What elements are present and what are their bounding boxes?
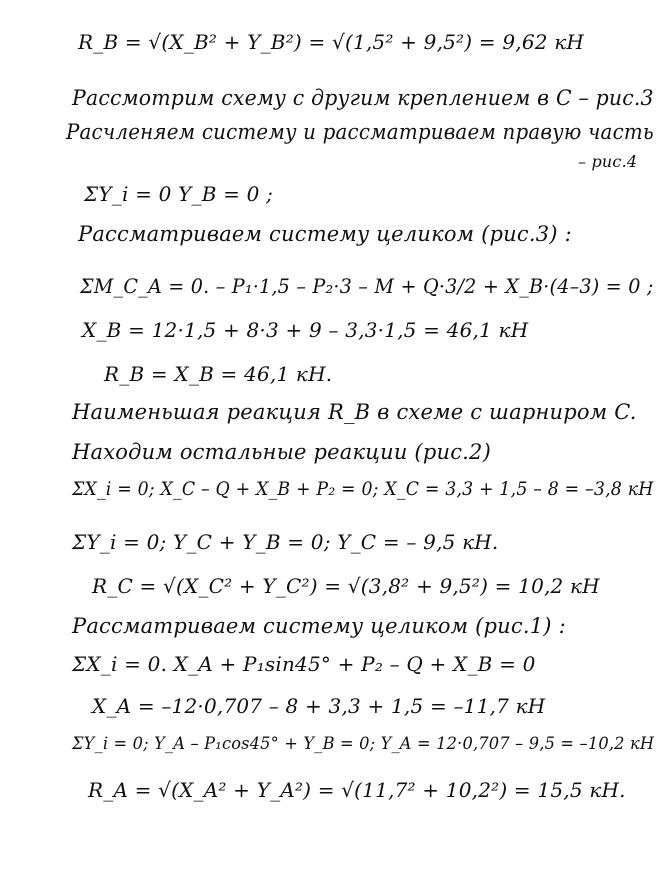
line-7: ΣM_C_A = 0. – P₁·1,5 – P₂·3 – M + Q·3/2 + X_B·(4–3) = 0 ;: [80, 274, 654, 298]
line-9: R_B = X_B = 46,1 кН.: [104, 362, 333, 386]
line-17: X_A = –12·0,707 – 8 + 3,3 + 1,5 = –11,7 кН: [92, 694, 546, 718]
line-16: ΣX_i = 0. X_A + P₁sin45° + P₂ – Q + X_B = 0: [72, 652, 536, 676]
line-18: ΣY_i = 0; Y_A – P₁cos45° + Y_B = 0; Y_A = 12·0,707 – 9,5 = –10,2 кН: [72, 734, 655, 754]
line-13: ΣY_i = 0; Y_C + Y_B = 0; Y_C = – 9,5 кН.: [72, 530, 499, 554]
line-12: ΣX_i = 0; X_C – Q + X_B + P₂ = 0; X_C = 3,3 + 1,5 – 8 = –3,8 кН: [72, 478, 654, 500]
line-2: Рассмотрим схему с другим креплением в C – рис.3: [72, 86, 654, 110]
line-1: R_B = √(X_B² + Y_B²) = √(1,5² + 9,5²) = 9,62 кН: [78, 30, 585, 54]
line-5: ΣY_i = 0 Y_B = 0 ;: [84, 182, 274, 206]
line-10: Наименьшая реакция R_B в схеме с шарниром C.: [72, 400, 637, 424]
line-8: X_B = 12·1,5 + 8·3 + 9 – 3,3·1,5 = 46,1 кН: [82, 318, 529, 342]
line-6: Рассматриваем систему целиком (рис.3) :: [78, 222, 572, 246]
line-15: Рассматриваем систему целиком (рис.1) :: [72, 614, 566, 638]
line-19: R_A = √(X_A² + Y_A²) = √(11,7² + 10,2²) = 15,5 кН.: [88, 778, 626, 802]
line-11: Находим остальные реакции (рис.2): [72, 440, 491, 464]
line-14: R_C = √(X_C² + Y_C²) = √(3,8² + 9,5²) = 10,2 кН: [92, 574, 600, 598]
line-4: – рис.4: [578, 152, 638, 171]
line-3: Расчленяем систему и рассматриваем правую часть: [66, 120, 654, 144]
